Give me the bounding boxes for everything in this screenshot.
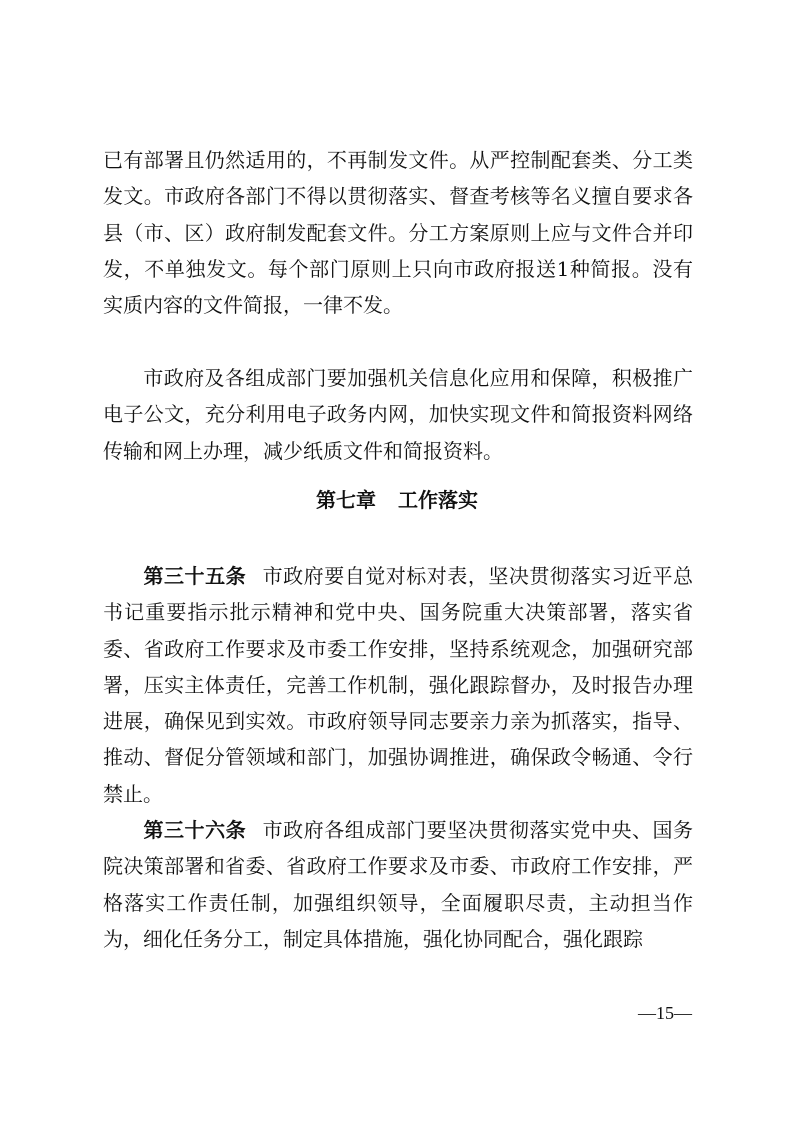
article-36-number: 第三十六条 (143, 818, 247, 842)
paragraph-informatization (103, 360, 693, 469)
article-35 (103, 558, 693, 812)
article-36-text: 市政府各组成部门要坚决贯彻落实党中央、国务院决策部署和省委、省政府工作要求及市委、市政府工作安排，严格落实工作责任制，加强组织领导，全面履职尽责，主动担当作为，细化任务分工，制定具体措施，强化协同配合，强化跟踪 (103, 818, 694, 951)
paragraph-continuation: 已有部署且仍然适用的，不再制发文件。从严控制配套类、分工类发文。市政府各部门不得以贯彻落实、督查考核等名义擅自要求各县（市、区）政府制发配套文件。分工方案原则上应与文件合并印发，不单独发文。每个部门原则上只向市政府报送1种简报。没有实质内容的文件简报，一律不发。 (103, 148, 693, 318)
chapter-title: 工作落实 (398, 488, 478, 512)
article-35-number: 第三十五条 (143, 564, 247, 588)
chapter-number: 第七章 (316, 488, 376, 512)
page-number: —15— (638, 1003, 692, 1023)
article-35-text: 市政府要自觉对标对表，坚决贯彻落实习近平总书记重要指示批示精神和党中央、国务院重大决策部署，落实省委、省政府工作要求及市委工作安排，坚持系统观念，加强研究部署，压实主体责任，完善工作机制，强化跟踪督办，及时报告办理进展，确保见到实效。市政府领导同志要亲力亲为抓落实，指导、推动、督促分管领域和部门，加强协调推进，确保政令畅通、令行禁止。 (103, 564, 694, 806)
chapter-heading (0, 484, 794, 516)
paragraph-informatization-text: 市政府及各组成部门要加强机关信息化应用和保障，积极推广电子公文，充分利用电子政务内网，加快实现文件和简报资料网络传输和网上办理，减少纸质文件和简报资料。 (103, 366, 693, 463)
article-36 (103, 812, 693, 957)
